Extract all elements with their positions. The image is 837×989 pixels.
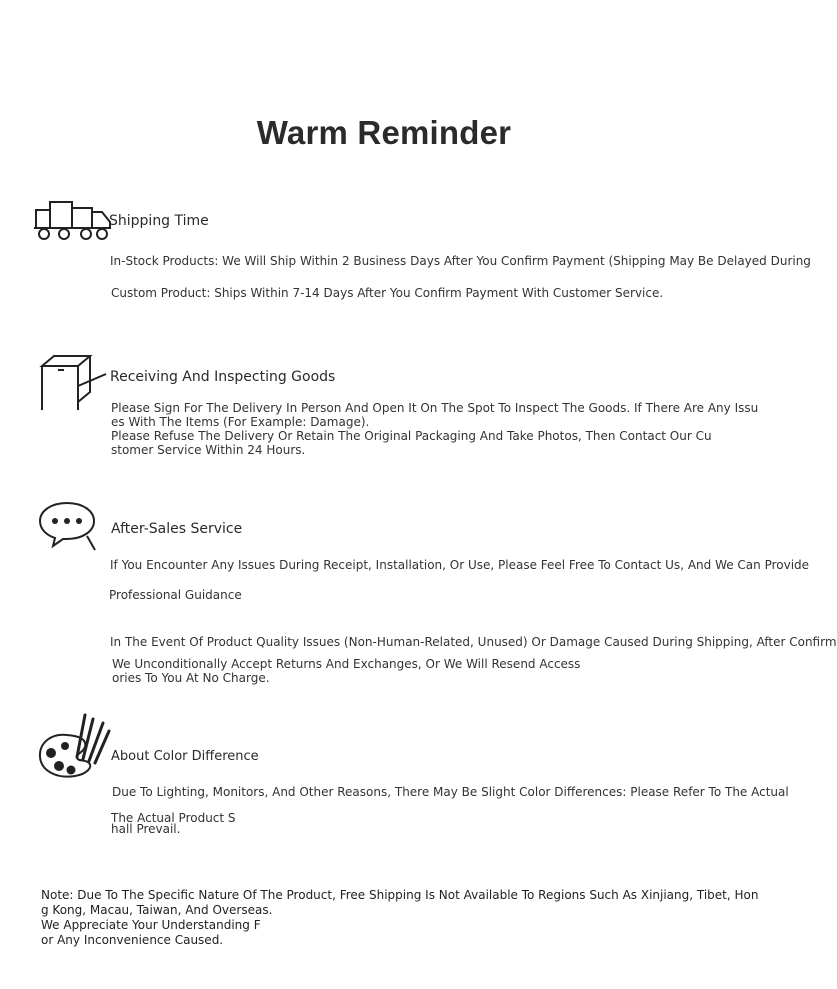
after-sales-quality-text: In The Event Of Product Quality Issues (Non-Human-Related, Unused) Or Damage Caused During Shipping, After Confirm <box>110 635 837 649</box>
after-sales-returns-text: We Unconditionally Accept Returns And Exchanges, Or We Will Resend Access ories To You At No Charge. <box>112 657 581 685</box>
shipping-note: Note: Due To The Specific Nature Of The Product, Free Shipping Is Not Available To Regions Such As Xinjiang, Tibet, Hon g Kong, Macau, Taiwan, And Overseas. We Appreciate Your Understanding F or Any Inconvenience Caused. <box>41 888 759 947</box>
after-sales-guidance-text: Professional Guidance <box>109 588 242 602</box>
chat-bubble-icon <box>37 500 101 554</box>
shipping-in-stock-text: In-Stock Products: We Will Ship Within 2 Business Days After You Confirm Payment (Shipping May Be Delayed During <box>110 254 811 268</box>
receiving-goods-text: Please Sign For The Delivery In Person And Open It On The Spot To Inspect The Goods. If There Are Any Issu es With The Items (For Example: Damage). Please Refuse The Delivery Or Retain The Original Packaging And Take Photos, Then Contact Our Cu stomer Service Within 24 Hours. <box>111 401 759 457</box>
receiving-goods-heading: Receiving And Inspecting Goods <box>110 369 336 385</box>
color-prevail-text: hall Prevail. <box>111 822 181 836</box>
color-difference-heading: About Color Difference <box>111 749 259 764</box>
color-actual-product-text: The Actual Product S <box>111 811 236 825</box>
truck-icon <box>32 198 114 244</box>
after-sales-heading: After-Sales Service <box>111 521 243 537</box>
paint-palette-icon <box>37 713 111 781</box>
shipping-time-heading: Shipping Time <box>109 213 209 229</box>
color-difference-text: Due To Lighting, Monitors, And Other Reasons, There May Be Slight Color Differences: Please Refer To The Actual <box>112 785 789 799</box>
package-box-icon <box>38 352 110 414</box>
page-title: Warm Reminder <box>256 114 512 151</box>
after-sales-contact-text: If You Encounter Any Issues During Receipt, Installation, Or Use, Please Feel Free To Contact Us, And We Can Provide <box>110 558 810 572</box>
shipping-custom-text: Custom Product: Ships Within 7-14 Days After You Confirm Payment With Customer Service. <box>111 286 664 300</box>
